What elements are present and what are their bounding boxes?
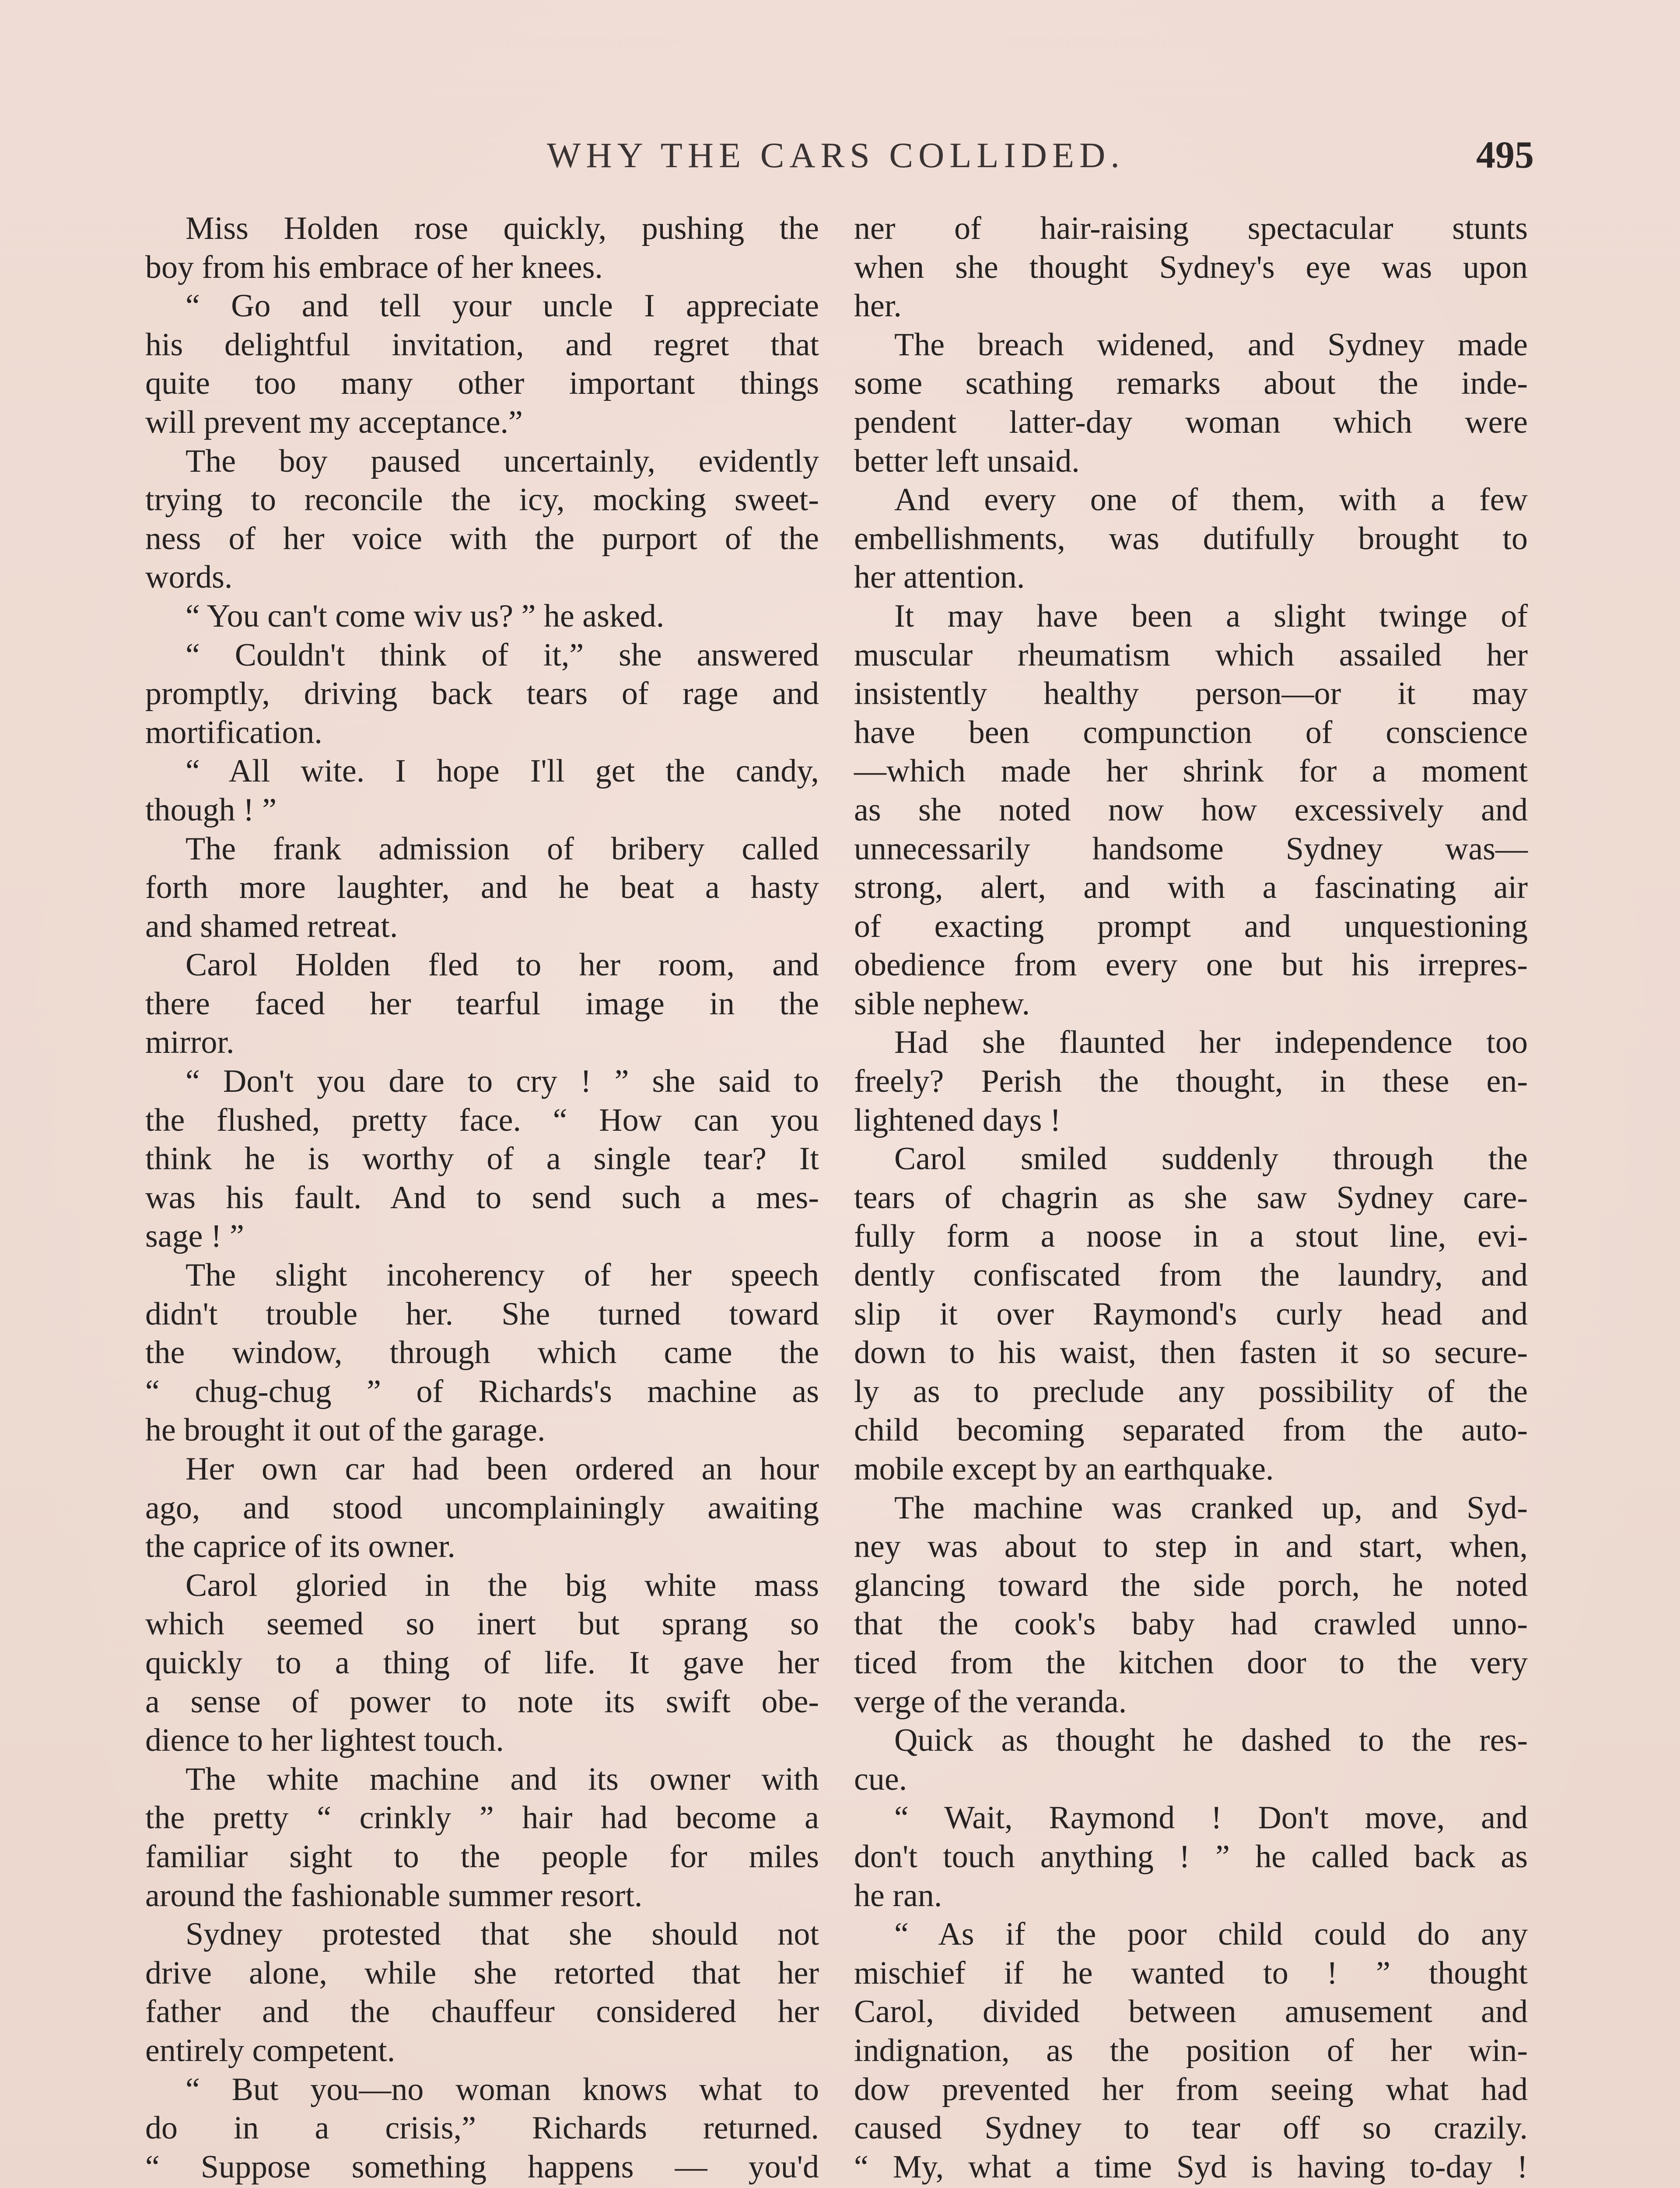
text-line: “ As if the poor child could do any (894, 1916, 1528, 1953)
text-line: pendent latter-day woman which were (854, 404, 1528, 440)
text-line: glancing toward the side porch, he noted (854, 1567, 1528, 1603)
text-line: and shamed retreat. (145, 908, 398, 944)
page-number: 495 (1476, 134, 1534, 176)
text-line: “ Don't you dare to cry ! ” she said to (186, 1063, 819, 1100)
text-line: “ You can't come wiv us? ” he asked. (186, 598, 665, 634)
text-line: ly as to preclude any possibility of the (854, 1373, 1528, 1410)
text-line: The machine was cranked up, and Syd- (894, 1490, 1528, 1526)
text-line: muscular rheumatism which assailed her (854, 637, 1528, 673)
text-line: cue. (854, 1761, 907, 1797)
text-line: some scathing remarks about the inde- (854, 365, 1528, 402)
text-line: was his fault. And to send such a mes- (145, 1179, 819, 1216)
text-line: And every one of them, with a few (894, 482, 1528, 518)
text-line: unnecessarily handsome Sydney was— (854, 831, 1528, 867)
text-line: quite too many other important things (145, 365, 819, 402)
text-line: lightened days ! (854, 1102, 1061, 1138)
right-text-column (854, 209, 1528, 2188)
text-line: tears of chagrin as she saw Sydney care- (854, 1179, 1528, 1216)
text-line: ness of her voice with the purport of the (145, 520, 819, 557)
running-header (0, 131, 1680, 179)
text-line: “ Couldn't think of it,” she answered (186, 637, 819, 673)
text-line: “ Go and tell your uncle I appreciate (186, 288, 819, 324)
text-line: strong, alert, and with a fascinating air (854, 870, 1528, 906)
text-line: insistently healthy person—or it may (854, 676, 1528, 712)
text-line: Carol gloried in the big white mass (186, 1567, 819, 1603)
text-line: ago, and stood uncomplainingly awaiting (145, 1490, 819, 1526)
text-line: slip it over Raymond's curly head and (854, 1296, 1528, 1332)
text-line: when she thought Sydney's eye was upon (854, 249, 1528, 285)
text-line: The frank admission of bribery called (186, 831, 819, 867)
text-line: child becoming separated from the auto- (854, 1412, 1528, 1448)
text-line: her. (854, 288, 902, 324)
text-line: do in a crisis,” Richards returned. (145, 2110, 819, 2146)
text-line: of exacting prompt and unquestioning (854, 908, 1528, 944)
text-line (145, 2186, 819, 2188)
text-line: indignation, as the position of her win- (854, 2032, 1528, 2069)
text-line: ner of hair-raising spectacular stunts (854, 210, 1528, 246)
text-line: The slight incoherency of her speech (186, 1257, 819, 1294)
text-line: —which made her shrink for a moment (854, 753, 1528, 789)
text-line: dow prevented her from seeing what had (854, 2071, 1528, 2107)
text-line: Her own car had been ordered an hour (186, 1451, 819, 1487)
text-line: around the fashionable summer resort. (145, 1877, 643, 1914)
text-line (854, 2186, 1528, 2188)
text-line: Carol Holden fled to her room, and (186, 947, 819, 983)
text-line: there faced her tearful image in the (145, 985, 819, 1022)
text-line: promptly, driving back tears of rage and (145, 676, 819, 712)
text-line: Carol smiled suddenly through the (894, 1141, 1528, 1177)
text-line: which seemed so inert but sprang so (145, 1606, 819, 1642)
text-line: the pretty “ crinkly ” hair had become a (145, 1800, 819, 1836)
text-line: trying to reconcile the icy, mocking sweet- (145, 482, 819, 518)
text-line: “ Suppose something happens — you'd (145, 2149, 819, 2185)
text-line: familiar sight to the people for miles (145, 1838, 819, 1875)
text-line: freely? Perish the thought, in these en- (854, 1063, 1528, 1100)
text-line: his delightful invitation, and regret that (145, 326, 819, 363)
left-text-column (145, 209, 819, 2188)
text-line: boy from his embrace of her knees. (145, 249, 603, 285)
text-line: words. (145, 559, 233, 596)
text-line: The boy paused uncertainly, evidently (186, 443, 819, 479)
text-line: The white machine and its owner with (186, 1761, 819, 1797)
text-line: mirror. (145, 1024, 234, 1061)
text-line: Quick as thought he dashed to the res- (894, 1722, 1528, 1759)
text-line: better left unsaid. (854, 443, 1080, 479)
text-line: down to his waist, then fasten it so secure- (854, 1335, 1528, 1371)
text-line: the caprice of its owner. (145, 1529, 455, 1565)
text-line: It may have been a slight twinge of (894, 598, 1528, 634)
text-line: Had she flaunted her independence too (894, 1024, 1528, 1061)
page-title: WHY THE CARS COLLIDED. (547, 135, 1125, 175)
text-line: a sense of power to note its swift obe- (145, 1683, 819, 1720)
text-line: will prevent my acceptance.” (145, 404, 523, 440)
text-line: mortification. (145, 714, 322, 750)
text-line: that the cook's baby had crawled unno- (854, 1606, 1528, 1642)
text-line: he brought it out of the garage. (145, 1412, 546, 1448)
text-line: fully form a noose in a stout line, evi- (854, 1218, 1528, 1255)
text-line: entirely competent. (145, 2032, 396, 2069)
text-line: though ! ” (145, 792, 277, 828)
text-line: her attention. (854, 559, 1025, 596)
text-line: “ Wait, Raymond ! Don't move, and (894, 1800, 1528, 1836)
text-line: think he is worthy of a single tear? It (145, 1141, 819, 1177)
text-line: didn't trouble her. She turned toward (145, 1296, 819, 1332)
text-line: ney was about to step in and start, when, (854, 1529, 1528, 1565)
text-line: he ran. (854, 1877, 942, 1914)
text-line: “ All wite. I hope I'll get the candy, (186, 753, 819, 789)
text-line: quickly to a thing of life. It gave her (145, 1645, 819, 1681)
text-line: obedience from every one but his irrepres- (854, 947, 1528, 983)
text-line: sible nephew. (854, 985, 1030, 1022)
text-line: have been compunction of conscience (854, 714, 1528, 750)
text-line: sage ! ” (145, 1218, 244, 1255)
text-line: the flushed, pretty face. “ How can you (145, 1102, 819, 1138)
text-line: “ My, what a time Syd is having to-day ! (854, 2149, 1528, 2185)
text-line: Carol, divided between amusement and (854, 1994, 1528, 2030)
text-line: mobile except by an earthquake. (854, 1451, 1274, 1487)
text-line: forth more laughter, and he beat a hasty (145, 870, 819, 906)
text-line: ticed from the kitchen door to the very (854, 1645, 1528, 1681)
text-line: dently confiscated from the laundry, and (854, 1257, 1528, 1294)
text-line: the window, through which came the (145, 1335, 819, 1371)
text-line: “ chug-chug ” of Richards's machine as (145, 1373, 819, 1410)
text-line: drive alone, while she retorted that her (145, 1955, 819, 1991)
text-line: verge of the veranda. (854, 1683, 1127, 1720)
text-line: dience to her lightest touch. (145, 1722, 504, 1759)
text-line: The breach widened, and Sydney made (894, 326, 1528, 363)
text-line: don't touch anything ! ” he called back as (854, 1838, 1528, 1875)
text-line: embellishments, was dutifully brought to (854, 520, 1528, 557)
text-line: Miss Holden rose quickly, pushing the (186, 210, 819, 246)
text-line: Sydney protested that she should not (186, 1916, 819, 1953)
text-line: mischief if he wanted to ! ” thought (854, 1955, 1528, 1991)
text-line: as she noted now how excessively and (854, 792, 1528, 828)
text-line: “ But you—no woman knows what to (186, 2071, 819, 2107)
text-line: father and the chauffeur considered her (145, 1994, 819, 2030)
text-line: caused Sydney to tear off so crazily. (854, 2110, 1528, 2146)
